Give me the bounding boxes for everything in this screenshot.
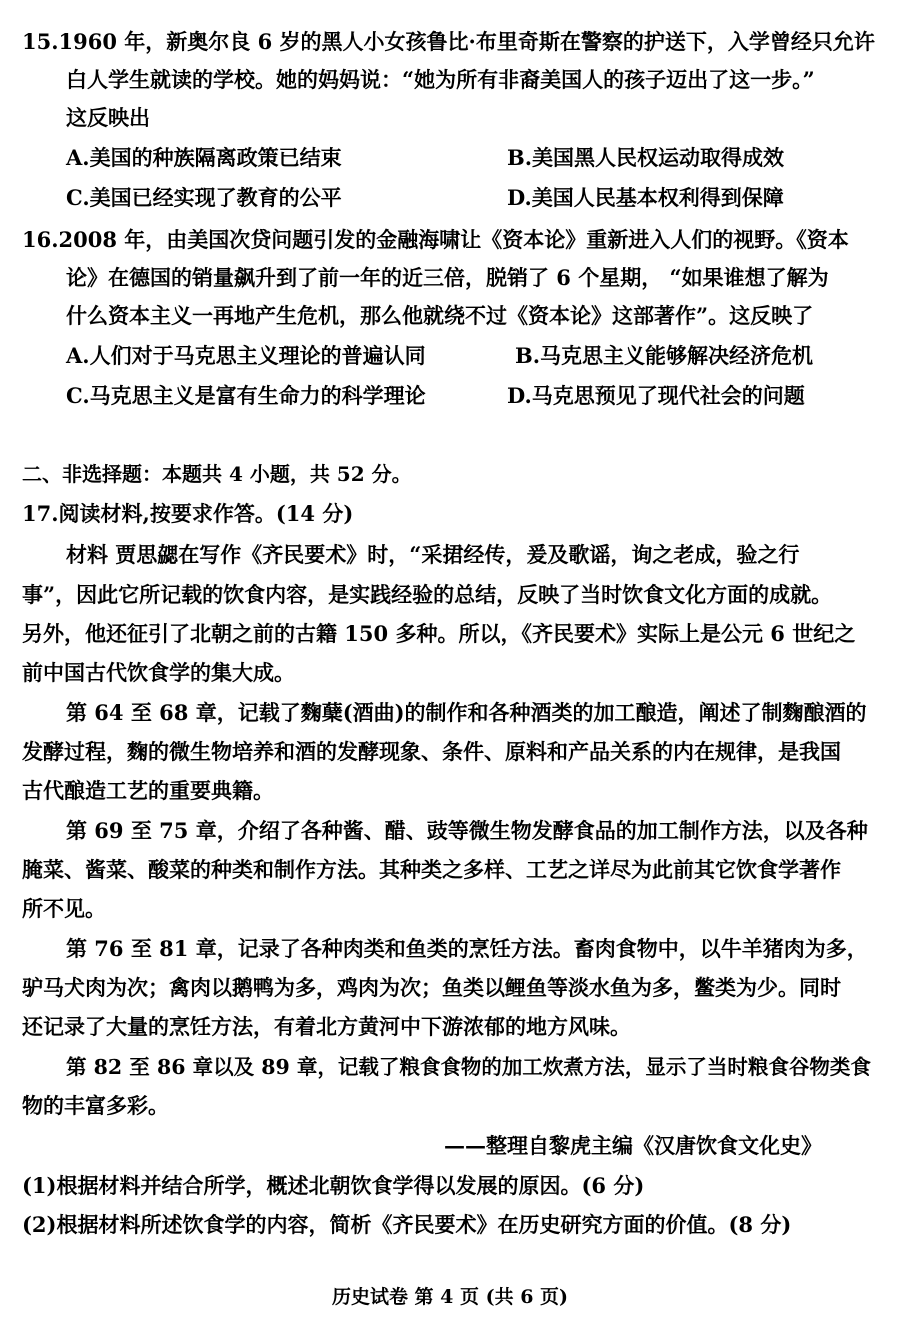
q17-para2-line-2: 发酵过程，麴的微生物培养和酒的发酵现象、条件、原料和产品关系的内在规律，是我国 [22, 739, 841, 764]
page-footer: 历史试卷 第 4 页 (共 6 页) [331, 1286, 569, 1308]
q15-stem-line-3: 这反映出 [66, 105, 150, 130]
q16-stem-line-2: 论》在德国的销量飙升到了前一年的近三倍，脱销了 6 个星期， “如果谁想了解为 [66, 265, 829, 290]
q17-para4-line-3: 还记录了大量的烹饪方法，有着北方黄河中下游浓郁的地方风味。 [22, 1014, 631, 1039]
q16-option-c: C.马克思主义是富有生命力的科学理论 [66, 383, 426, 408]
q17-para4-line-2: 驴马犬肉为次；禽肉以鹅鸭为多，鸡肉为次；鱼类以鲤鱼等淡水鱼为多，鳖类为少。同时 [22, 975, 841, 1000]
q16-stem-line-3: 什么资本主义一再地产生危机，那么他就绕不过《资本论》这部著作”。这反映了 [66, 303, 814, 328]
q17-subquestion-2: (2)根据材料所述饮食学的内容，简析《齐民要术》在历史研究方面的价值。(8 分) [22, 1212, 792, 1237]
q17-para2-line-3: 古代酿造工艺的重要典籍。 [22, 778, 274, 803]
q17-para5-line-1: 第 82 至 86 章以及 89 章，记载了粮食食物的加工炊煮方法，显示了当时粮食谷物类食 [66, 1055, 871, 1079]
q17-para3-line-3: 所不见。 [22, 896, 106, 921]
q16-stem-line-1: 16.2008 年，由美国次贷问题引发的金融海啸让《资本论》重新进入人们的视野。《资本 [22, 227, 849, 252]
q15-option-c: C.美国已经实现了教育的公平 [66, 185, 342, 210]
q17-material-line-4: 前中国古代饮食学的集大成。 [22, 660, 295, 685]
q17-para2-line-1: 第 64 至 68 章，记载了麴蘖(酒曲)的制作和各种酒类的加工酿造，阐述了制麴酿酒的 [66, 700, 867, 725]
q17-para4-line-1: 第 76 至 81 章，记录了各种肉类和鱼类的烹饪方法。畜肉食物中，以牛羊猪肉为多， [66, 936, 868, 961]
q17-material-line-1: 材料 贾思勰在写作《齐民要术》时，“采捃经传，爰及歌谣，询之老成，验之行 [66, 542, 800, 567]
q17-material-line-2: 事”，因此它所记载的饮食内容，是实践经验的总结，反映了当时饮食文化方面的成就。 [22, 582, 833, 607]
q16-option-a: A.人们对于马克思主义理论的普遍认同 [66, 343, 426, 368]
q17-subquestion-1: (1)根据材料并结合所学，概述北朝饮食学得以发展的原因。(6 分) [22, 1173, 645, 1198]
q15-stem-line-1: 15.1960 年，新奥尔良 6 岁的黑人小女孩鲁比·布里奇斯在警察的护送下，入学曾经只允许 [22, 29, 875, 54]
q15-option-d: D.美国人民基本权利得到保障 [507, 185, 784, 210]
q17-source-citation: ——整理自黎虎主编《汉唐饮食文化史》 [444, 1133, 822, 1158]
q17-para5-line-2: 物的丰富多彩。 [22, 1093, 169, 1118]
section-heading: 二、非选择题：本题共 4 小题，共 52 分。 [22, 462, 412, 486]
q17-material-line-3: 另外，他还征引了北朝之前的古籍 150 多种。所以，《齐民要术》实际上是公元 6 世纪之 [22, 621, 856, 646]
q15-option-a: A.美国的种族隔离政策已结束 [66, 145, 342, 170]
q16-option-d: D.马克思预见了现代社会的问题 [507, 383, 805, 408]
q17-para3-line-2: 腌菜、酱菜、酸菜的种类和制作方法。其种类之多样、工艺之详尽为此前其它饮食学著作 [22, 857, 841, 882]
q15-stem-line-2: 白人学生就读的学校。她的妈妈说：“她为所有非裔美国人的孩子迈出了这一步。” [66, 67, 815, 92]
q16-option-b: B.马克思主义能够解决经济危机 [515, 343, 814, 368]
q17-title: 17.阅读材料,按要求作答。(14 分) [22, 501, 354, 526]
q15-option-b: B.美国黑人民权运动取得成效 [507, 145, 785, 170]
q17-para3-line-1: 第 69 至 75 章，介绍了各种酱、醋、豉等微生物发酵食品的加工制作方法，以及各种 [66, 818, 868, 843]
